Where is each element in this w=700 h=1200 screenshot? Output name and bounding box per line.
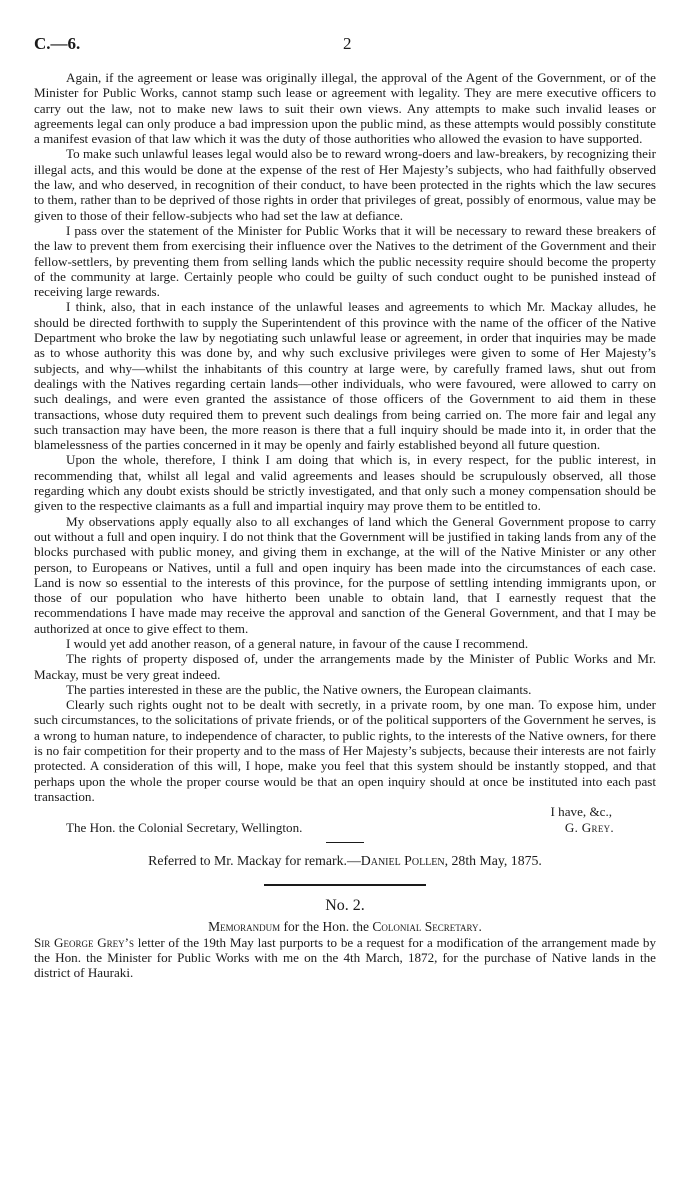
paragraph: To make such unlawful leases legal would also be to reward wrong-doers and law-breakers, by recognizing their illegal acts, and this would be done at the expense of the rest of Her Majesty’s subjects, who had faithfully observed the law, and who deserved, in recognition of their conduct, to have been protected in the rights which the law secures to them, rather than to be deprived of those rights in order that privileges of great, possibly of enormous, value may be given to those of their fellow-subjects who had set the law at defiance.: [34, 146, 656, 223]
referral-note: [34, 853, 656, 868]
memo-paragraph: [34, 935, 656, 981]
paragraph: The parties interested in these are the public, the Native owners, the European claimants.: [66, 681, 532, 697]
referral-signer: Daniel Pollen: [360, 852, 445, 868]
letter-body: [34, 70, 656, 981]
memo-label: Memorandum: [208, 919, 281, 935]
section-heading: No. 2.: [325, 897, 365, 915]
memo-opening-name: Sir George Grey’s: [34, 934, 135, 950]
paragraph: I think, also, that in each instance of the unlawful leases and agreements to which Mr. Mackay alludes, he should be directed forthwith to supply the Superintendent of this province with the name of the officer of the Native Department who broke the law by negotiating such unlawful lease or agreement, in order that inquiries may be made as to whose authority this was done by, and why such exclusive privileges were given to some of Her Majesty’s subjects, and why—whilst the inhabitants of this country at large were, by carefully framed laws, shut out from dealings with the Natives regarding certain lands—other individuals, who were favoured, were allowed to carry on such dealings, and were even granted the assistance of those officers of the Government to aid them in these transactions, whose duty required them to prevent such dealings from being carried on. The more fair and legal any such transaction may have been, the more reason is there that a full inquiry should be made into it, in order that the blamelessness of the parties concerned in it may be openly and fairly established beyond all future question.: [34, 299, 656, 453]
paragraph: I would yet add another reason, of a general nature, in favour of the cause I recommend.: [66, 635, 529, 651]
memo-title: [34, 919, 656, 934]
paragraph: I pass over the statement of the Minister for Public Works that it will be necessary to reward these breakers of the law to prevent them from exercising their influence over the Natives to the detriment of the Government and their fellow-settlers, by preventing them from selling lands which the public necessity require should become the property of the community at large. Certainly people who could be guilty of such conduct ought to be punished instead of receiving large rewards.: [34, 222, 656, 300]
paragraph: The rights of property disposed of, under the arrangements made by the Minister of Public Works and Mr. Mackay, must be very great indeed.: [34, 651, 656, 682]
addressee-row: [34, 820, 656, 835]
section-divider: [264, 884, 426, 886]
closing-row: [34, 804, 656, 819]
signature: G. Grey.: [564, 819, 614, 835]
divider-short: [326, 842, 364, 843]
paragraph: Upon the whole, therefore, I think I am doing that which is, in every respect, for the public interest, in recommending that, whilst all legal and valid agreements and leases should be scrupulously observed, all those regarding which any doubt exists should be strictly investigated, and that only such a money compensation should be given to the respective claimants as a full and impartial inquiry may prove them to be entitled to.: [34, 452, 656, 514]
document-code: C.—6.: [34, 34, 81, 53]
closing-salutation: I have, &c.,: [550, 804, 612, 820]
paragraph: Again, if the agreement or lease was originally illegal, the approval of the Agent of the Government, or of the Minister for Public Works, cannot stamp such lease or agreement with legality. They are mere executive officers to carry out the law, not to make new laws to suit their own views. Any attempts to make such invalid leases or agreements legal can only produce a bad impression upon the public mind, as these attempts would possibly constitute a manifest evasion of that law which it was the duty of those authorities who allowed the evasion to have supported.: [34, 70, 656, 147]
memo-for: for the Hon. the: [280, 919, 373, 935]
paragraph: My observations apply equally also to all exchanges of land which the General Government propose to carry out without a full and open inquiry. I do not think that the Government will be justified in taking lands from any of the blocks purchased with public money, and giving them in exchange, at the will of the Native Minister or any other person, to Europeans or Natives, until a full and open inquiry has been made into the circumstances of each case. Land is now so essential to the interests of this province, for the purpose of settling intending immigrants upon, or those of our population who have hitherto been unable to obtain land, that I earnestly request that the recommendations I have made may receive the approval and sanction of the General Government, and that I may be authorized at once to give effect to them.: [34, 513, 656, 636]
referral-text: Referred to Mr. Mackay for remark.—: [148, 852, 361, 868]
memo-addressee: Colonial Secretary.: [372, 919, 482, 935]
paragraph: Clearly such rights ought not to be dealt with secretly, in a private room, by one man. To expose him, under such circumstances, to the solicitations of private friends, or of the political supporters of the Government he serves, is a wrong to human nature, to independence of character, to public rights, to the interests of the Native owners, for there is no fair competition for their property and to the mass of Her Majesty’s subjects, because their interests are not fairly protected. A consideration of this will, I hope, make you feel that this system should be instantly stopped, and that perhaps upon the whole the proper course would be that an open inquiry should at once be instituted into each past transaction.: [34, 697, 656, 804]
referral-date: , 28th May, 1875.: [444, 852, 542, 868]
memo-opening-text: letter of the 19th May last purports to be a request for a modification of the arrangement made by the Hon. the Minister for Public Works with me on the 4th March, 1872, for the purchase of Native lands in the district of Hauraki.: [34, 934, 656, 981]
page-number: 2: [343, 34, 352, 53]
addressee: The Hon. the Colonial Secretary, Wellington.: [66, 819, 303, 835]
